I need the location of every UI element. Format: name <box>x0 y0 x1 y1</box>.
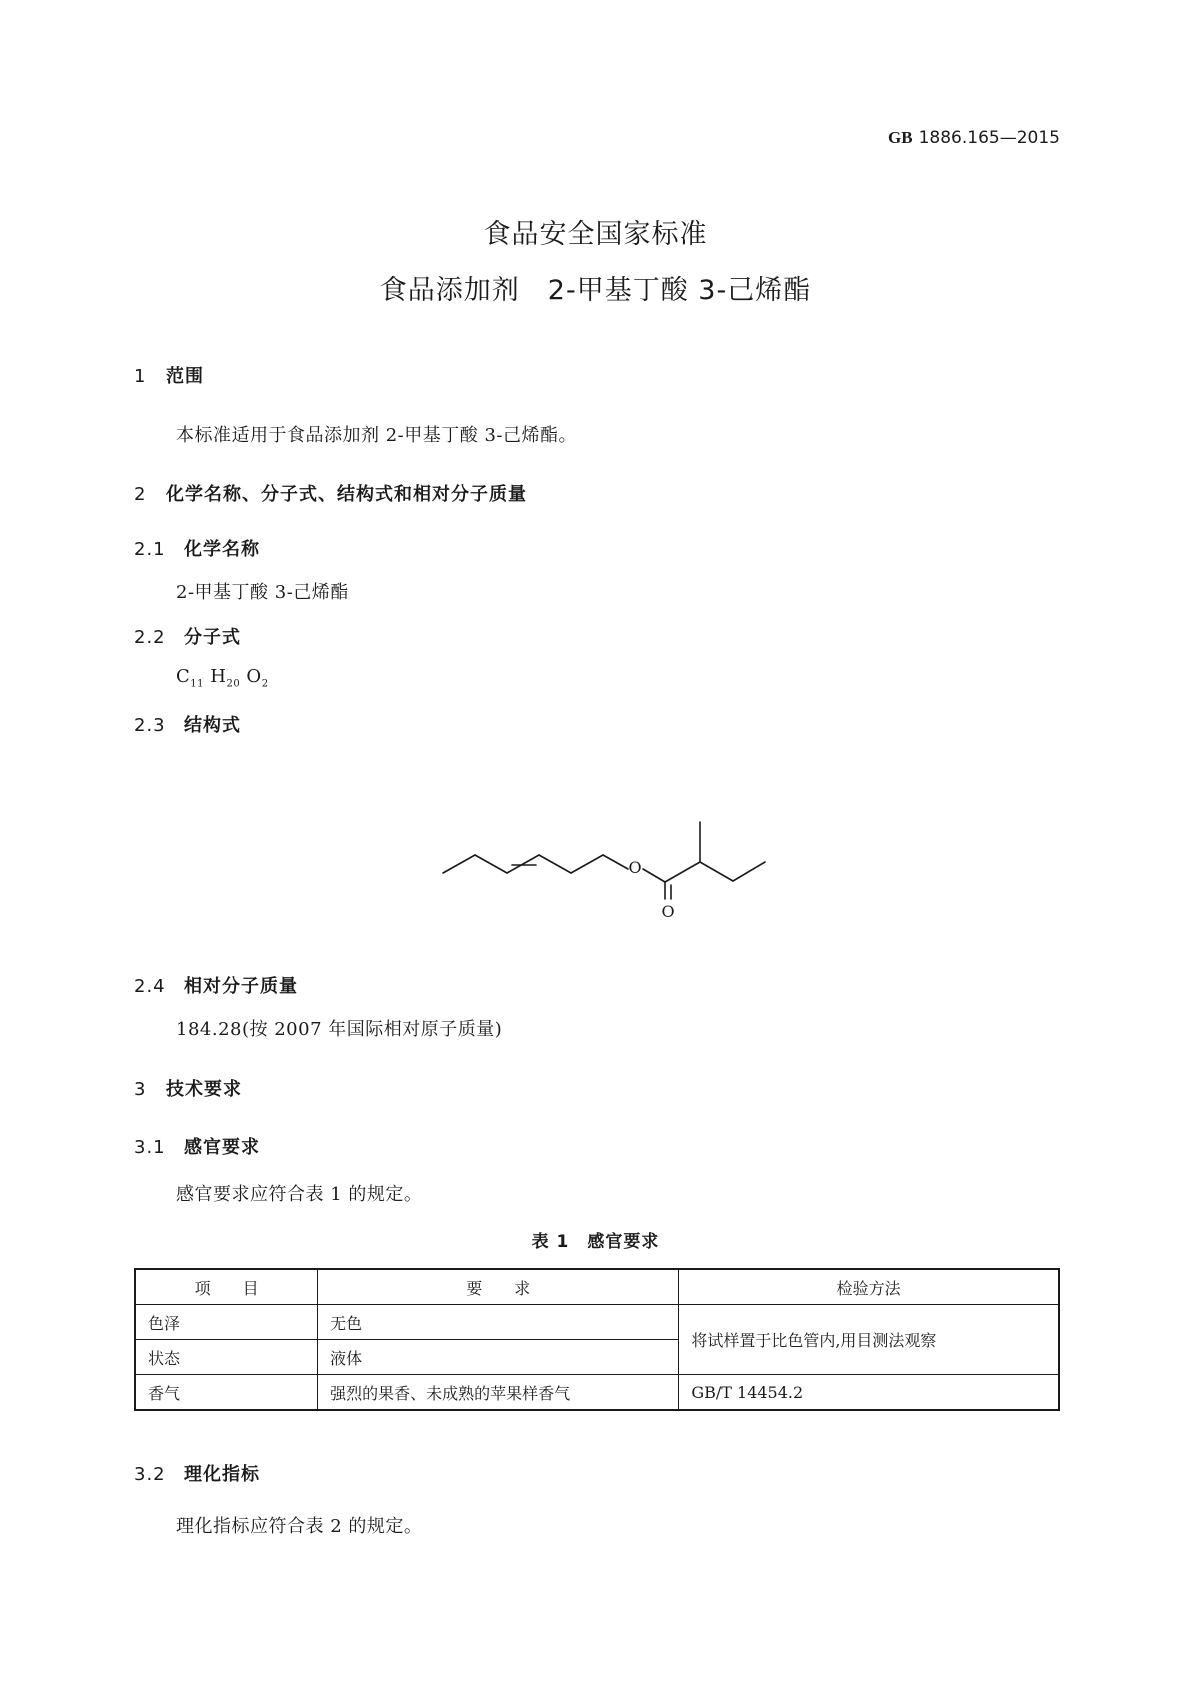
section-title: 理化指标 <box>184 1464 260 1485</box>
table-cell-item: 状态 <box>135 1340 318 1375</box>
section-3-2-text: 理化指标应符合表 2 的规定。 <box>176 1516 423 1537</box>
molecular-weight: 184.28(按 2007 年国际相对原子质量) <box>176 1019 503 1040</box>
page-subtitle: 食品添加剂 2-甲基丁酸 3-己烯酯 <box>379 275 812 306</box>
bond <box>507 855 539 873</box>
table-header-cell: 项 目 <box>135 1269 318 1305</box>
section-1-text: 本标准适用于食品添加剂 2-甲基丁酸 3-己烯酯。 <box>176 425 578 446</box>
section-number: 2.4 <box>134 976 166 997</box>
table-header-row <box>135 1269 1059 1305</box>
section-number: 2.3 <box>134 715 166 736</box>
bond <box>571 855 603 873</box>
ester-oxygen-label: O <box>628 858 642 877</box>
bond <box>700 862 733 881</box>
bond <box>733 862 765 881</box>
section-number: 2 <box>134 484 147 505</box>
chemical-name: 2-甲基丁酸 3-己烯酯 <box>176 582 349 603</box>
section-2-4-heading <box>134 972 298 998</box>
section-title: 结构式 <box>184 715 241 736</box>
formula-element: H <box>210 666 227 687</box>
section-title: 相对分子质量 <box>184 976 298 997</box>
table-cell-method: GB/T 14454.2 <box>679 1375 1059 1411</box>
section-title: 感官要求 <box>184 1137 260 1158</box>
formula-count: 11 <box>190 678 205 690</box>
sensory-requirements-table <box>134 1268 1060 1411</box>
table-cell-requirement: 强烈的果香、未成熟的苹果样香气 <box>318 1375 679 1411</box>
section-3-1-heading <box>134 1133 260 1159</box>
table-cell-item: 香气 <box>135 1375 318 1411</box>
section-title: 范围 <box>166 366 204 387</box>
table-row <box>135 1375 1059 1411</box>
section-3-1-text: 感官要求应符合表 1 的规定。 <box>176 1184 423 1205</box>
section-title: 化学名称、分子式、结构式和相对分子质量 <box>166 484 527 505</box>
bond <box>665 862 700 882</box>
section-number: 2.2 <box>134 627 166 648</box>
section-number: 1 <box>134 366 147 387</box>
table-cell-method: 将试样置于比色管内,用目测法观察 <box>679 1305 1059 1375</box>
table-cell-requirement: 无色 <box>318 1305 679 1340</box>
section-number: 3.1 <box>134 1137 166 1158</box>
section-title: 分子式 <box>184 627 241 648</box>
table-cell-item: 色泽 <box>135 1305 318 1340</box>
section-title: 技术要求 <box>166 1079 242 1100</box>
table-header-cell: 要 求 <box>318 1269 679 1305</box>
table-header-cell: 检验方法 <box>679 1269 1059 1305</box>
section-3-heading <box>134 1075 242 1101</box>
bond <box>443 855 475 873</box>
section-title: 化学名称 <box>184 539 260 560</box>
section-number: 3.2 <box>134 1464 166 1485</box>
section-number: 3 <box>134 1079 147 1100</box>
formula-count: 2 <box>261 678 269 690</box>
section-3-2-heading <box>134 1460 260 1486</box>
carbonyl-oxygen-label: O <box>661 902 675 921</box>
bond <box>643 869 665 882</box>
section-number: 2.1 <box>134 539 166 560</box>
formula-count: 20 <box>226 678 241 690</box>
table-row <box>135 1305 1059 1340</box>
table-cell-requirement: 液体 <box>318 1340 679 1375</box>
standard-prefix: GB <box>888 128 913 147</box>
bond <box>539 855 571 873</box>
page-title: 食品安全国家标准 <box>483 219 708 250</box>
bond <box>603 855 628 869</box>
bond <box>475 855 507 873</box>
formula-element: O <box>246 666 262 687</box>
standard-number: 1886.165—2015 <box>918 128 1060 148</box>
table-1-caption: 表 1 感官要求 <box>531 1232 660 1252</box>
formula-element: C <box>176 666 191 687</box>
